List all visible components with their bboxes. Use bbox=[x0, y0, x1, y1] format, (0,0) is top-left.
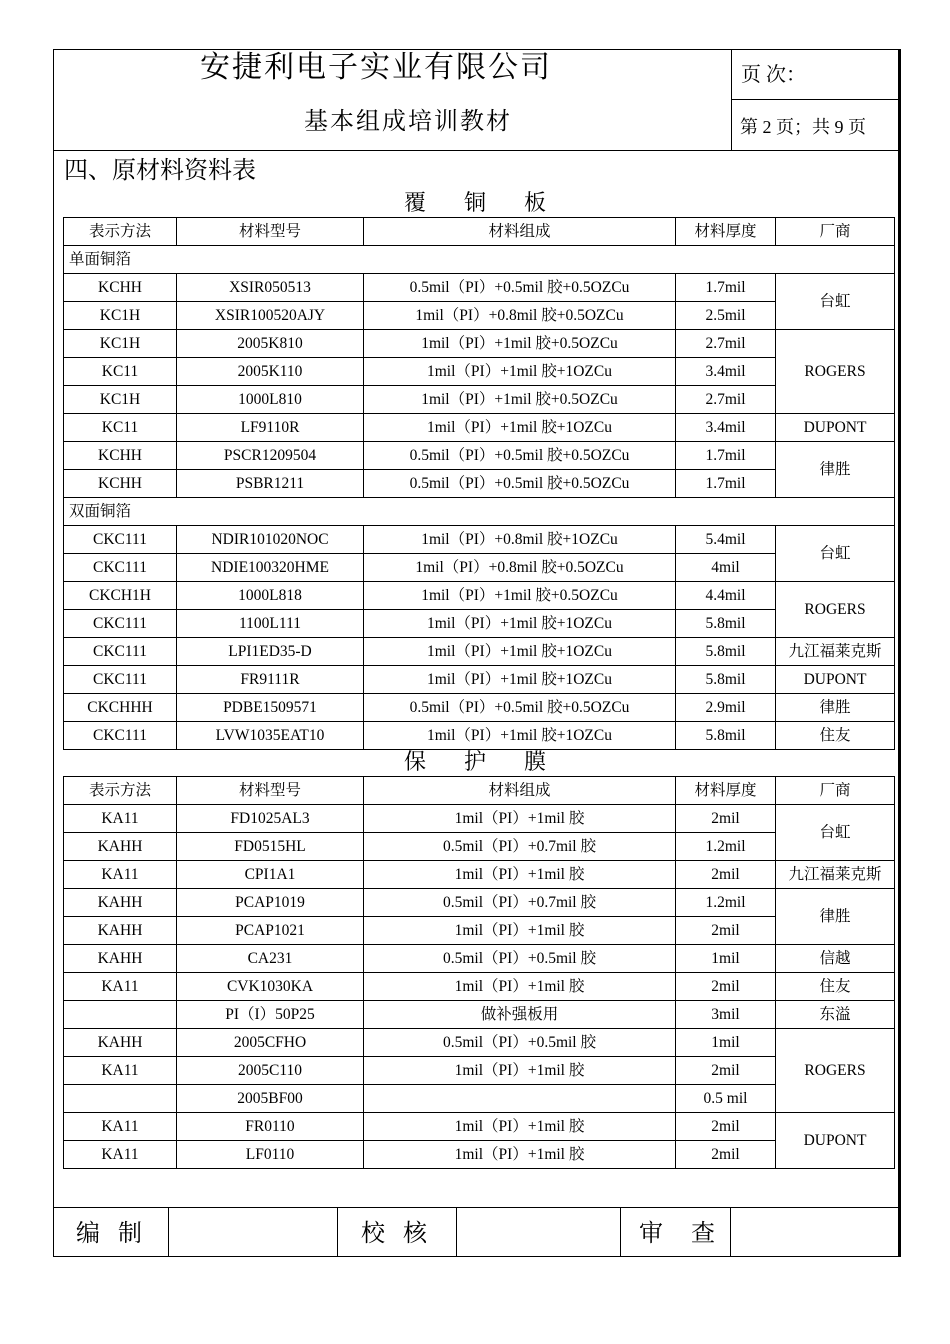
vendor: 律胜 bbox=[776, 694, 895, 722]
table-row bbox=[64, 1057, 895, 1085]
material-model: CA231 bbox=[177, 945, 364, 973]
table-row bbox=[64, 442, 895, 470]
table-row bbox=[64, 582, 895, 610]
material-thickness: 1.7mil bbox=[676, 442, 776, 470]
material-code: KA11 bbox=[64, 805, 177, 833]
material-code: KA11 bbox=[64, 1113, 177, 1141]
material-code: KAHH bbox=[64, 917, 177, 945]
material-thickness: 2mil bbox=[676, 1141, 776, 1169]
material-code: KCHH bbox=[64, 274, 177, 302]
column-header: 材料厚度 bbox=[676, 777, 776, 805]
material-model: PSBR1211 bbox=[177, 470, 364, 498]
footer-divider-2 bbox=[337, 1207, 338, 1257]
material-composition: 1mil（PI）+1mil 胶+1OZCu bbox=[364, 358, 676, 386]
column-header: 材料厚度 bbox=[676, 218, 776, 246]
material-thickness: 2.7mil bbox=[676, 386, 776, 414]
material-thickness: 2mil bbox=[676, 861, 776, 889]
material-model: 2005K810 bbox=[177, 330, 364, 358]
material-code: CKC111 bbox=[64, 554, 177, 582]
table-row bbox=[64, 861, 895, 889]
table-row bbox=[64, 638, 895, 666]
vendor: 住友 bbox=[776, 722, 895, 750]
material-composition: 1mil（PI）+1mil 胶+1OZCu bbox=[364, 610, 676, 638]
material-model: FD0515HL bbox=[177, 833, 364, 861]
material-code: KCHH bbox=[64, 470, 177, 498]
table-row bbox=[64, 1029, 895, 1057]
material-model: NDIE100320HME bbox=[177, 554, 364, 582]
table-row bbox=[64, 610, 895, 638]
material-model: 2005K110 bbox=[177, 358, 364, 386]
material-composition: 0.5mil（PI）+0.5mil 胶+0.5OZCu bbox=[364, 442, 676, 470]
material-thickness: 1.7mil bbox=[676, 470, 776, 498]
material-code bbox=[64, 1085, 177, 1113]
material-thickness: 1.2mil bbox=[676, 833, 776, 861]
material-composition: 1mil（PI）+1mil 胶+0.5OZCu bbox=[364, 330, 676, 358]
section-title: 四、原材料资料表 bbox=[64, 158, 256, 184]
footer-divider-3 bbox=[456, 1207, 457, 1257]
table-row bbox=[64, 554, 895, 582]
material-composition: 0.5mil（PI）+0.7mil 胶 bbox=[364, 833, 676, 861]
category-row bbox=[64, 498, 895, 526]
material-composition: 1mil（PI）+1mil 胶 bbox=[364, 1113, 676, 1141]
material-code bbox=[64, 1001, 177, 1029]
column-header: 材料型号 bbox=[177, 777, 364, 805]
material-code: CKCH1H bbox=[64, 582, 177, 610]
material-code: CKC111 bbox=[64, 638, 177, 666]
vendor: ROGERS bbox=[776, 582, 895, 638]
material-composition: 1mil（PI）+1mil 胶 bbox=[364, 861, 676, 889]
material-thickness: 3.4mil bbox=[676, 358, 776, 386]
material-model: 2005CFHO bbox=[177, 1029, 364, 1057]
table-row bbox=[64, 274, 895, 302]
material-composition: 0.5mil（PI）+0.5mil 胶 bbox=[364, 945, 676, 973]
material-code: KA11 bbox=[64, 861, 177, 889]
table-row bbox=[64, 302, 895, 330]
material-composition: 0.5mil（PI）+0.5mil 胶+0.5OZCu bbox=[364, 694, 676, 722]
table-header-row bbox=[64, 777, 895, 805]
material-code: KAHH bbox=[64, 833, 177, 861]
material-model: FR0110 bbox=[177, 1113, 364, 1141]
compile-label: 编制 bbox=[76, 1221, 160, 1247]
material-composition: 1mil（PI）+1mil 胶 bbox=[364, 1141, 676, 1169]
material-composition: 0.5mil（PI）+0.5mil 胶 bbox=[364, 1029, 676, 1057]
table-row bbox=[64, 973, 895, 1001]
material-thickness: 2.5mil bbox=[676, 302, 776, 330]
material-model: XSIR050513 bbox=[177, 274, 364, 302]
material-thickness: 2mil bbox=[676, 1057, 776, 1085]
vendor: DUPONT bbox=[776, 1113, 895, 1169]
laminate-table bbox=[63, 217, 895, 750]
laminate-table-title: 覆铜板 bbox=[403, 190, 584, 215]
material-model: PDBE1509571 bbox=[177, 694, 364, 722]
material-composition: 1mil（PI）+1mil 胶+1OZCu bbox=[364, 722, 676, 750]
material-model: LPI1ED35-D bbox=[177, 638, 364, 666]
category-row bbox=[64, 246, 895, 274]
material-code: CKC111 bbox=[64, 666, 177, 694]
category-label: 双面铜箔 bbox=[64, 498, 895, 526]
material-thickness: 3mil bbox=[676, 1001, 776, 1029]
table-row bbox=[64, 330, 895, 358]
material-model: CVK1030KA bbox=[177, 973, 364, 1001]
material-composition: 1mil（PI）+1mil 胶 bbox=[364, 973, 676, 1001]
table-row bbox=[64, 1085, 895, 1113]
material-thickness: 2.9mil bbox=[676, 694, 776, 722]
vendor: ROGERS bbox=[776, 330, 895, 414]
material-thickness: 2mil bbox=[676, 973, 776, 1001]
material-thickness: 4mil bbox=[676, 554, 776, 582]
material-thickness: 5.8mil bbox=[676, 722, 776, 750]
column-header: 厂商 bbox=[776, 777, 895, 805]
material-thickness: 5.8mil bbox=[676, 666, 776, 694]
table-row bbox=[64, 1001, 895, 1029]
material-thickness: 0.5 mil bbox=[676, 1085, 776, 1113]
material-composition: 做补强板用 bbox=[364, 1001, 676, 1029]
material-composition: 1mil（PI）+1mil 胶+1OZCu bbox=[364, 638, 676, 666]
category-label: 单面铜箔 bbox=[64, 246, 895, 274]
material-composition: 1mil（PI）+0.8mil 胶+0.5OZCu bbox=[364, 554, 676, 582]
material-composition: 1mil（PI）+1mil 胶 bbox=[364, 805, 676, 833]
material-composition: 0.5mil（PI）+0.7mil 胶 bbox=[364, 889, 676, 917]
material-model: XSIR100520AJY bbox=[177, 302, 364, 330]
material-composition: 0.5mil（PI）+0.5mil 胶+0.5OZCu bbox=[364, 470, 676, 498]
table-row bbox=[64, 1141, 895, 1169]
page-number: 第 2 页；共 9 页 bbox=[740, 117, 866, 137]
column-header: 表示方法 bbox=[64, 218, 177, 246]
material-composition bbox=[364, 1085, 676, 1113]
vendor: 台虹 bbox=[776, 805, 895, 861]
table-row bbox=[64, 833, 895, 861]
material-model: PI（I）50P25 bbox=[177, 1001, 364, 1029]
vendor: 律胜 bbox=[776, 889, 895, 945]
footer-top-line bbox=[53, 1207, 901, 1208]
vendor: ROGERS bbox=[776, 1029, 895, 1113]
material-model: 1000L810 bbox=[177, 386, 364, 414]
review-label: 审查 bbox=[639, 1221, 743, 1247]
material-model: FD1025AL3 bbox=[177, 805, 364, 833]
column-header: 材料组成 bbox=[364, 777, 676, 805]
column-header: 材料组成 bbox=[364, 218, 676, 246]
footer-divider-1 bbox=[168, 1207, 169, 1257]
column-header: 表示方法 bbox=[64, 777, 177, 805]
material-model: LVW1035EAT10 bbox=[177, 722, 364, 750]
material-model: PSCR1209504 bbox=[177, 442, 364, 470]
material-model: PCAP1019 bbox=[177, 889, 364, 917]
table-row bbox=[64, 358, 895, 386]
material-code: KC11 bbox=[64, 358, 177, 386]
material-thickness: 2mil bbox=[676, 1113, 776, 1141]
material-thickness: 3.4mil bbox=[676, 414, 776, 442]
vendor: DUPONT bbox=[776, 666, 895, 694]
material-model: 1000L818 bbox=[177, 582, 364, 610]
material-code: CKC111 bbox=[64, 610, 177, 638]
table-row bbox=[64, 694, 895, 722]
material-code: KAHH bbox=[64, 889, 177, 917]
material-code: KA11 bbox=[64, 1141, 177, 1169]
coverlay-table bbox=[63, 776, 895, 1169]
material-composition: 1mil（PI）+0.8mil 胶+0.5OZCu bbox=[364, 302, 676, 330]
table-row bbox=[64, 526, 895, 554]
table-row bbox=[64, 889, 895, 917]
material-model: NDIR101020NOC bbox=[177, 526, 364, 554]
material-code: CKCHHH bbox=[64, 694, 177, 722]
material-model: LF0110 bbox=[177, 1141, 364, 1169]
material-composition: 1mil（PI）+1mil 胶 bbox=[364, 917, 676, 945]
footer-divider-4 bbox=[620, 1207, 621, 1257]
material-thickness: 2mil bbox=[676, 917, 776, 945]
table-row bbox=[64, 414, 895, 442]
column-header: 厂商 bbox=[776, 218, 895, 246]
material-composition: 1mil（PI）+0.8mil 胶+1OZCu bbox=[364, 526, 676, 554]
material-thickness: 1mil bbox=[676, 1029, 776, 1057]
material-model: LF9110R bbox=[177, 414, 364, 442]
vendor: DUPONT bbox=[776, 414, 895, 442]
vendor: 九江福莱克斯 bbox=[776, 638, 895, 666]
material-composition: 1mil（PI）+1mil 胶 bbox=[364, 1057, 676, 1085]
material-thickness: 2.7mil bbox=[676, 330, 776, 358]
material-thickness: 5.8mil bbox=[676, 638, 776, 666]
vendor: 信越 bbox=[776, 945, 895, 973]
material-composition: 1mil（PI）+1mil 胶+1OZCu bbox=[364, 414, 676, 442]
page-label: 页 次： bbox=[741, 64, 806, 86]
material-code: KC1H bbox=[64, 330, 177, 358]
material-code: KA11 bbox=[64, 1057, 177, 1085]
material-code: CKC111 bbox=[64, 722, 177, 750]
table-row bbox=[64, 945, 895, 973]
material-code: KCHH bbox=[64, 442, 177, 470]
vendor: 东溢 bbox=[776, 1001, 895, 1029]
material-thickness: 2mil bbox=[676, 805, 776, 833]
vendor: 九江福莱克斯 bbox=[776, 861, 895, 889]
material-composition: 1mil（PI）+1mil 胶+0.5OZCu bbox=[364, 582, 676, 610]
material-code: KAHH bbox=[64, 1029, 177, 1057]
material-model: CPI1A1 bbox=[177, 861, 364, 889]
material-composition: 0.5mil（PI）+0.5mil 胶+0.5OZCu bbox=[364, 274, 676, 302]
table-row bbox=[64, 666, 895, 694]
material-model: FR9111R bbox=[177, 666, 364, 694]
material-code: CKC111 bbox=[64, 526, 177, 554]
material-thickness: 5.8mil bbox=[676, 610, 776, 638]
vendor: 台虹 bbox=[776, 274, 895, 330]
material-model: 2005BF00 bbox=[177, 1085, 364, 1113]
material-code: KA11 bbox=[64, 973, 177, 1001]
vendor: 住友 bbox=[776, 973, 895, 1001]
vendor: 台虹 bbox=[776, 526, 895, 582]
material-code: KC1H bbox=[64, 386, 177, 414]
material-thickness: 1.2mil bbox=[676, 889, 776, 917]
table-row bbox=[64, 805, 895, 833]
vendor: 律胜 bbox=[776, 442, 895, 498]
material-thickness: 1mil bbox=[676, 945, 776, 973]
table-row bbox=[64, 470, 895, 498]
material-model: 2005C110 bbox=[177, 1057, 364, 1085]
document-subtitle: 基本组成培训教材 bbox=[304, 109, 512, 135]
material-thickness: 1.7mil bbox=[676, 274, 776, 302]
table-row bbox=[64, 917, 895, 945]
company-name: 安捷利电子实业有限公司 bbox=[200, 51, 552, 84]
material-thickness: 5.4mil bbox=[676, 526, 776, 554]
column-header: 材料型号 bbox=[177, 218, 364, 246]
material-model: 1100L111 bbox=[177, 610, 364, 638]
table-header-row bbox=[64, 218, 895, 246]
material-code: KC11 bbox=[64, 414, 177, 442]
material-composition: 1mil（PI）+1mil 胶+0.5OZCu bbox=[364, 386, 676, 414]
material-model: PCAP1021 bbox=[177, 917, 364, 945]
table-row bbox=[64, 386, 895, 414]
material-code: KAHH bbox=[64, 945, 177, 973]
page-box-divider bbox=[731, 99, 901, 100]
material-composition: 1mil（PI）+1mil 胶+1OZCu bbox=[364, 666, 676, 694]
material-code: KC1H bbox=[64, 302, 177, 330]
material-thickness: 4.4mil bbox=[676, 582, 776, 610]
table-row bbox=[64, 1113, 895, 1141]
check-label: 校核 bbox=[361, 1221, 445, 1247]
coverlay-table-title: 保护膜 bbox=[403, 749, 584, 774]
